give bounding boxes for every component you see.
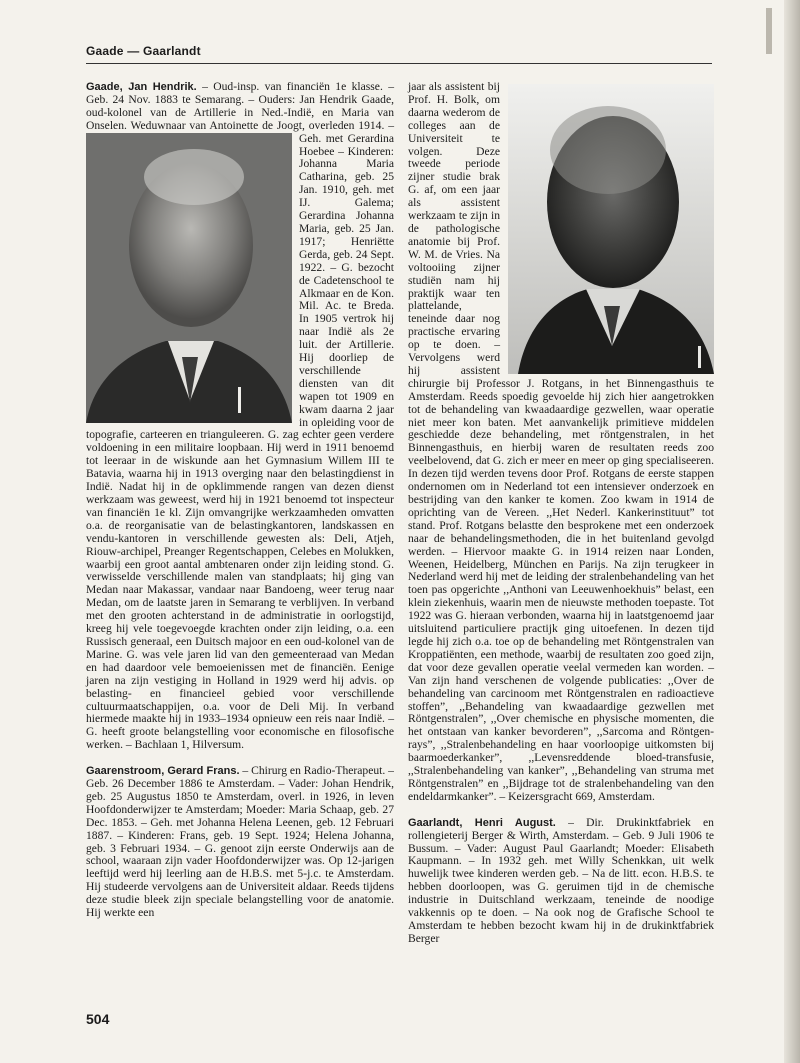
entry-text-gaarenstroom: – Chirurg en Radio-Therapeut. – Geb. 26 December 1886 te Amsterdam. – Vader: Johan Hendrik, geb. 25 Augustus 1850 te Amsterdam, overl. in 1926, in leven Hoofdonderwijzer te Amsterdam; Moeder: Maria Schaap, geb. 27 Dec. 1853. – Geh. met Johanna Helena Leenen, geb. 12 Februari 1887. – Kinderen: Frans, geb. 19 Sept. 1924; Helena Johanna, geb. 3 Februari 1934. – G. genoot zijn eerste Onderwijs aan de school, waaraan zijn vader Hoofdonderwijzer was. Op 12-jarigen leeftijd werd hij leerling aan de H.B.S. met 5-j.c. te Amsterdam. Hij studeerde vervolgens aan de Universiteit aldaar. Reeds tijdens deze studie bleek zijn speciale belangstelling voor de anatomie. Hij werkte een bbox=[86, 764, 394, 920]
entry-gaarlandt bbox=[408, 817, 714, 946]
header-rule bbox=[86, 63, 712, 64]
page-number: 504 bbox=[86, 1011, 110, 1027]
right-column bbox=[408, 81, 714, 946]
entry-text-gaarenstroom-continued: jaar als assistent bij Prof. H. Bolk, om daarna wederom de colleges aan de Universiteit te volgen. Deze tweede periode zijner studie brak G. af, om een jaar als assistent werkzaam te zijn in de pathologische anatomie bij Prof. W. M. de Vries. Na voltooiing zijner studiën nam hij praktijk waar ten plattelande, teneinde daar nog practische ervaring op te doen. – Vervolgens werd hij assistent chirurgie bij Professor J. Rotgans, in het Binnengasthuis te Amsterdam. Reeds spoedig gevoelde hij zich hier aangetrokken tot de behandeling van kwaadaardige gezwellen, waar operatie niet meer kon baten. Met aanvankelijk primitieve middelen geschiedde deze behandeling, met röntgenstralen, in het Binnengasthuis, en hierbij waren de resultaten reeds zoo veelbelovend, dat G. zich er meer en meer op ging specialiseeren. In dezen tijd werden tevens door Prof. Rotgans de eerste stappen ondernomen om in Nederland tot een intensiever onderzoek en bestrijding van den kanker te komen. Zoo kwam in 1914 de oprichting van de Vereen. ,,Het Nederl. Kankerinstituut” tot stand. Prof. Rotgans belastte den besprokene met een onderzoek naar de behandelingsmethoden, die in het buitenland gevolgd werden. – Hiervoor maakte G. in 1914 reizen naar Londen, Weenen, Heidelberg, München en Parijs. Na zijn terugkeer in Nederland werd hij met de leiding der stralenbehandeling van het toen pas opgerichte ,,Anthoni van Leeuwenhoekhuis” belast, een klein ziekenhuis, waarin men de nieuwste methoden toepaste. Tot 1922 was G. hieraan verbonden, waarna hij in laatstgenoemd jaar uitsluitend particuliere practijk ging uitoefenen. In dezen tijd legde hij zich o.a. toe op de behandeling met Röntgenstralen van Kroppatiënten, een methode, waarbij de resultaten zoo goed zijn, dat voor deze gevallen operatie veelal vermeden kan worden. – Van zijn hand verschenen de volgende publicaties: ,,Over de behandeling van carcinoom met Röntgenstralen en radioactieve stoffen”, ,,Behandeling van kwaadaardige gezwellen met Röntgenstralen”, ,,Over chemische en physische momenten, die het ontstaan van kanker bevorderen”, ,,Sarcoma and Röntgen-rays”, ,,Stralenbehandeling en haar voorloopige uitkomsten bij baarmoederkanker”, ,,Levensreddende bloed-transfusie, ,,Stralenbehandeling van kanker”, ,,Behandeling van struma met Röntgenstralen” en ,,Bijdrage tot de stralenbehandeling van den endeldarmkanker”. – Keizersgracht 669, Amsterdam. bbox=[408, 80, 714, 803]
entry-name-gaade: Gaade, Jan Hendrik. bbox=[86, 81, 197, 93]
entry-text-gaade-body: overleden 1914. – Geh. met Gerardina Hoebee – Kinderen: Johanna Maria Catharina, geb. 25 Jan. 1910, geh. met IJ. Galema; Gerardina Johanna Maria, geb. 25 Jan. 1917; Henriëtte Gerda, geb. 24 Sept. 1922. – G. bezocht de Cadetenschool te Alkmaar en de Kon. Mil. Ac. te Breda. In 1905 vertrok hij naar Indië als 2e luit. der Artillerie. Hij doorliep de verschillende diensten van dit wapen tot 1909 en kwam daarna 2 jaar in opleiding voor de topografie, carteeren en trianguleeren. G. zag echter geen verdere voldoening in een militaire loopbaan. Hij werd in 1911 benoemd tot leeraar in de wiskunde aan het Gymnasium Willem III te Batavia, waarna hij in 1913 overging naar den belastingdienst in Indië. Nadat hij in de opklimmende rangen van dezen dienst werkzaam was geweest, werd hij in 1921 benoemd tot inspecteur van financiën 1e kl. Zijn omvangrijke werkzaamheden omvatten o.a. de reorganisatie van de belastingkantoren, landskassen en vendu-kantoren in verschillende gewesten als: Deli, Atjeh, Riouw-archipel, Preanger Regentschappen, Celebes en Molukken, waarbij een groot aantal ambtenaren onder zijn leiding stond. G. verwisselde verschillende malen van standplaats; hij ging van Medan naar Makassar, vandaar naar Bandoeng, weer terug naar Medan, om de laatste jaren in Semarang te verblijven. In verband met den grooten achterstand in de administratie in oorlogstijd, kreeg hij vele toegevoegde krachten onder zijn leiding, o.a. een Russisch generaal, een Duitsch majoor en een oud-kolonel van de Marine. G. was vele jaren lid van den gemeenteraad van Medan en had daardoor vele bemoeienissen met de financiën. Eenige jaren na zijn vestiging in Holland in 1929 werd hij advis. op belasting- en financieel gebied voor verschillende cultuurmaatschappijen, o.a. voor de Deli Mij. In verband hiermede maakte hij in 1933–1934 opnieuw een reis naar Indië. – G. heeft groote belangstelling voor economische en filosofische werken. – Bachlaan 1, Hilversum. bbox=[86, 118, 394, 752]
left-column bbox=[86, 81, 394, 920]
entry-name-gaarenstroom: Gaarenstroom, Gerard Frans. bbox=[86, 765, 240, 778]
entry-text-gaarlandt: – Dir. Drukinktfabriek en rollengieterij Berger & Wirth, Amsterdam. – Geb. 9 Juli 1906 te Bussum. – Vader: August Paul Gaarlandt; Moeder: Elisabeth Kaupmann. – In 1932 geh. met Willy Schenkkan, uit welk huwelijk twee kinderen werden geb. – Na de litt. econ. H.B.S. te hebben doorloopen, was G. geruimen tijd in de chemische industrie in Duitschland werkzaam, teneinde de noodige vakkennis op te doen. – Na ook nog de Grafische School te Amsterdam te hebben bezocht kwam hij in de drukinktfabriek Berger bbox=[408, 815, 714, 945]
entry-continuation bbox=[408, 81, 714, 804]
running-head: Gaade — Gaarlandt bbox=[86, 44, 201, 58]
entry-text-gaade-intro: – Oud-insp. van financiën 1e klasse. – Geb. 24 Nov. 1883 te Semarang. – Ouders: Jan Hendrik Gaade, oud-kolonel van de Artillerie in Ned.-Indië, en Maria van Onselen. Weduwnaar van Antoinette de Joogt, bbox=[86, 80, 395, 132]
page-edge-shadow bbox=[784, 0, 800, 1063]
scan-edge-mark bbox=[766, 8, 772, 54]
entry-gaade bbox=[86, 81, 394, 752]
portrait-photo-gaade bbox=[86, 133, 292, 423]
portrait-photo-gaarenstroom bbox=[508, 84, 714, 374]
entry-name-gaarlandt: Gaarlandt, Henri August. bbox=[408, 816, 556, 829]
entry-gaarenstroom bbox=[86, 765, 394, 920]
